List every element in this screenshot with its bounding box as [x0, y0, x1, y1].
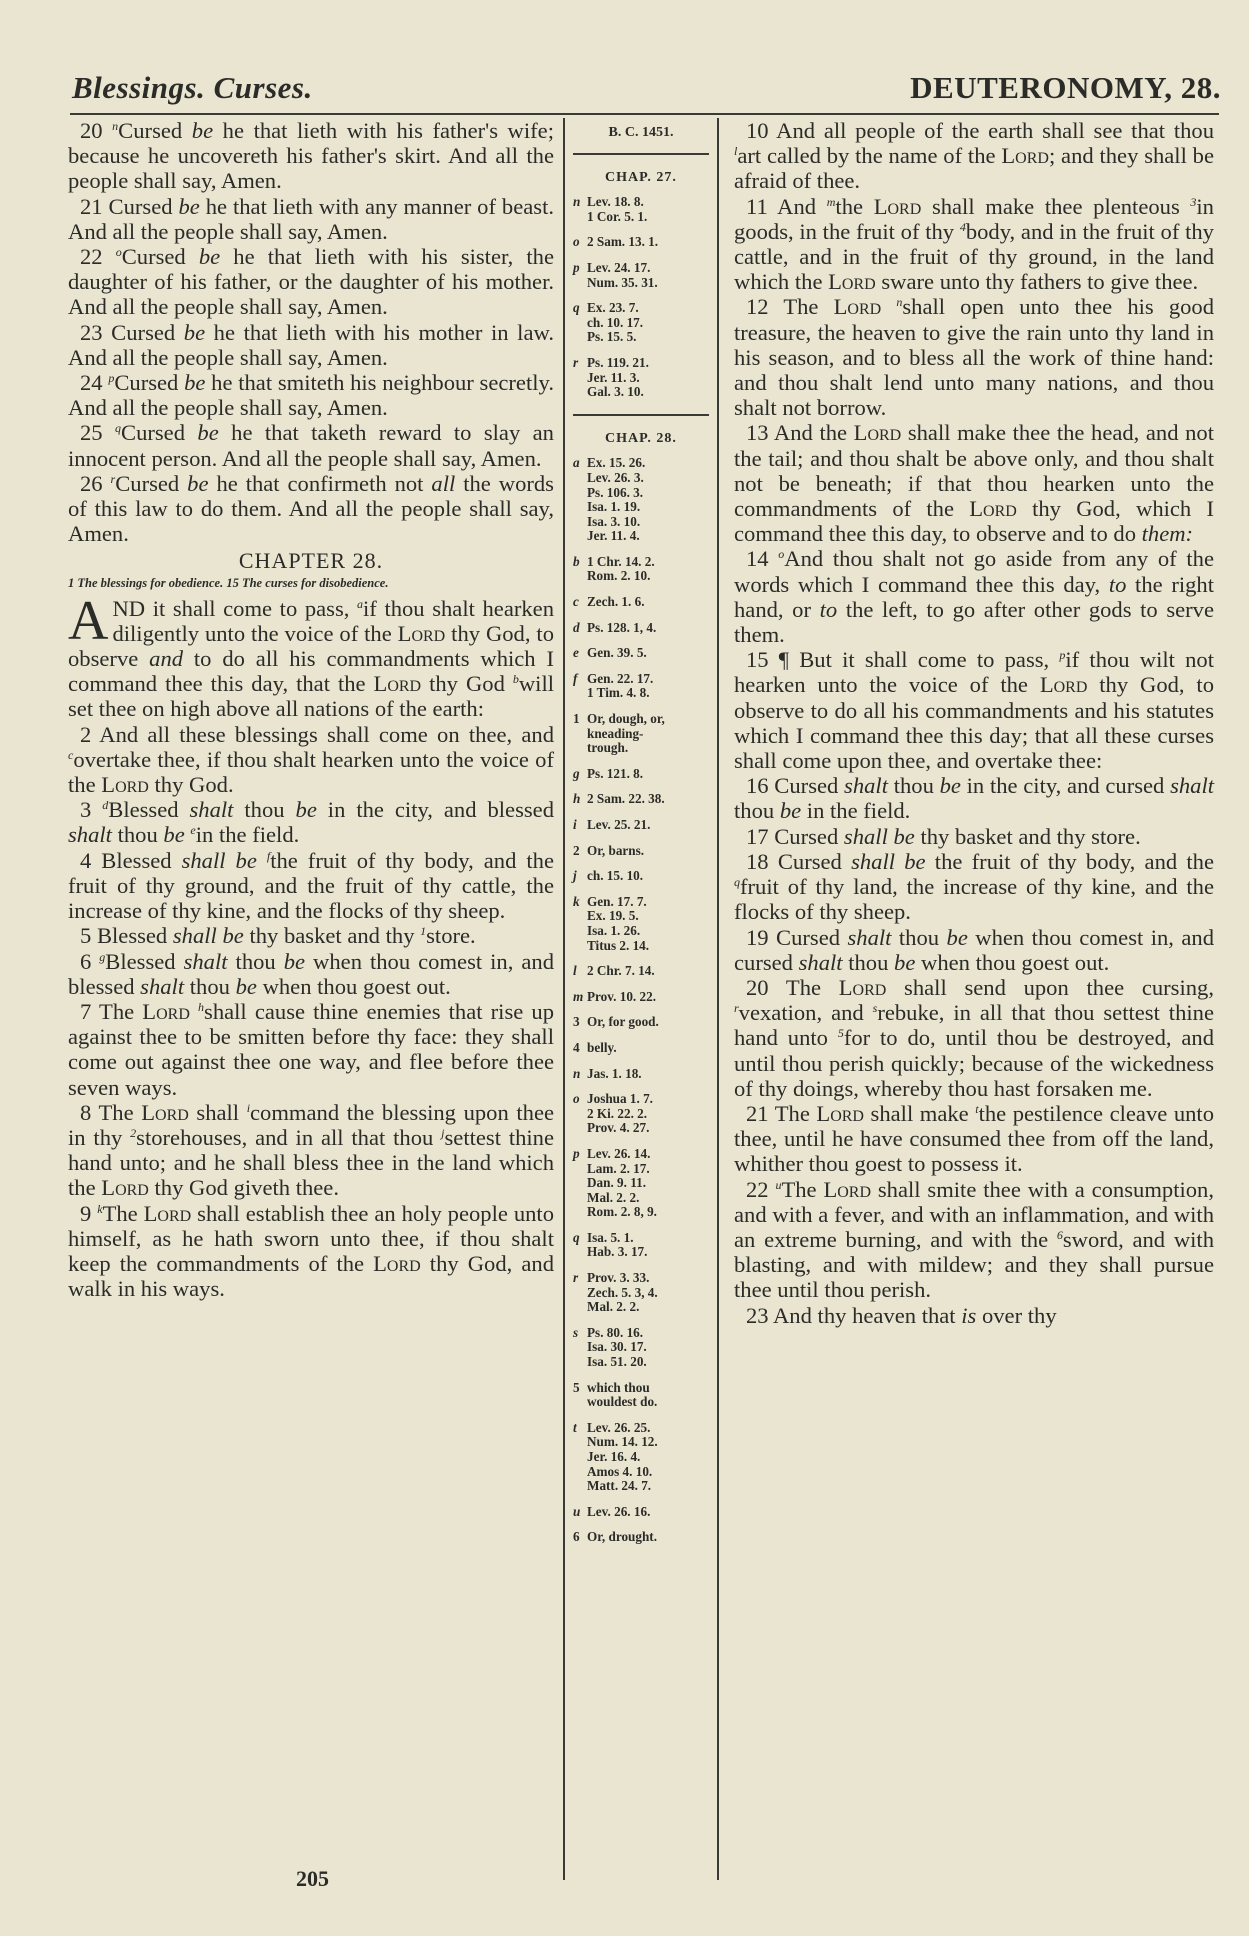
verse: 22 $^o$Cursed be he that lieth with his sister, the daughter of his father, or the daughter of his mother. And all the people shall say, Amen. — [68, 244, 554, 320]
reference-key: p — [573, 1145, 580, 1161]
cross-reference — [573, 767, 713, 782]
cross-reference — [573, 646, 713, 661]
chapter-summary: 1 The blessings for obedience. 15 The curses for disobedience. — [68, 575, 389, 590]
reference-key: q — [573, 1229, 580, 1245]
verse: 25 $^q$Cursed be he that taketh reward to slay an innocent person. And all the people shall say, Amen. — [68, 420, 554, 471]
page-number: 205 — [296, 1866, 329, 1891]
verse: 23 Cursed be he that lieth with his mother in law. And all the people shall say, Amen. — [68, 319, 554, 370]
cross-reference — [573, 1530, 713, 1545]
cross-reference — [573, 1092, 713, 1136]
chapter-27-verses — [68, 118, 554, 546]
cross-reference — [573, 869, 713, 884]
verse: 15 ¶ But it shall come to pass, $^p$if thou wilt not hearken unto the voice of the Lord thy God, to observe to do all his commandments and his statutes which I command thee this day; that all these curses shall come upon thee, and overtake thee: — [734, 647, 1215, 774]
margin-rule — [573, 414, 709, 416]
reference-key: 3 — [573, 1014, 580, 1030]
cross-reference — [573, 456, 713, 544]
running-head-topic: Blessings. Curses. — [72, 70, 313, 105]
reference-text: 2 Chr. 7. 14. — [587, 963, 655, 979]
cross-reference — [573, 301, 713, 345]
chapter-28-references — [565, 456, 717, 1545]
cross-reference — [573, 1381, 713, 1410]
reference-key: e — [573, 645, 579, 661]
reference-text: belly. — [587, 1039, 617, 1055]
reference-key: n — [573, 194, 581, 210]
cross-reference — [573, 555, 713, 584]
cross-reference — [573, 621, 713, 636]
verse: 18 Cursed shall be the fruit of thy body, and the $^q$fruit of thy land, the increase of thy kine, and the flocks of thy sheep. — [734, 848, 1214, 925]
reference-text: Ps. 121. 8. — [587, 765, 644, 781]
reference-text: 2 Sam. 13. 1. — [587, 234, 659, 250]
verse: 10 And all people of the earth shall see that thou $^l$art called by the name of the Lord; and they shall be afraid of thee. — [734, 118, 1215, 194]
reference-key: b — [573, 553, 580, 569]
margin-chapter-28-heading: CHAP. 28. — [605, 430, 677, 446]
reference-text: Lev. 26. 25. Num. 14. 12. Jer. 16. 4. Amos 4. 10. Matt. 24. 7. — [587, 1419, 658, 1494]
reference-key: g — [573, 765, 580, 781]
reference-key: l — [573, 963, 577, 979]
verse: 8 The Lord shall $^i$command the blessing upon thee in thy $^2$storehouses, and in all that thou $^j$settest thine hand unto; and he shall bless thee in the land which the Lord thy God giveth thee. — [68, 1099, 554, 1201]
verse: 16 Cursed shalt thou be in the city, and cursed shalt thou be in the field. — [734, 773, 1215, 824]
reference-text: Ex. 15. 26. Lev. 26. 3. Ps. 106. 3. Isa. 1. 19. Isa. 3. 10. Jer. 11. 4. — [587, 455, 646, 544]
cross-reference — [573, 261, 713, 290]
reference-key: c — [573, 594, 579, 610]
reference-text: Ex. 23. 7. ch. 10. 17. Ps. 15. 5. — [587, 300, 644, 345]
reference-key: f — [573, 670, 578, 686]
reference-key: o — [573, 234, 580, 250]
reference-text: Lev. 26. 16. — [587, 1503, 651, 1519]
reference-key: i — [573, 817, 577, 832]
reference-text: Or, drought. — [587, 1529, 657, 1545]
reference-key: t — [573, 1419, 577, 1435]
reference-text: 2 Sam. 22. 38. — [587, 791, 665, 807]
reference-key: u — [573, 1503, 581, 1519]
reference-text: Jas. 1. 18. — [587, 1065, 642, 1081]
cross-reference — [573, 712, 713, 756]
reference-key: d — [573, 619, 580, 635]
reference-key: q — [573, 300, 580, 316]
left-text-column — [68, 118, 554, 1301]
verse: 22 $^u$The Lord shall smite thee with a consumption, and with a fever, and with an inflammation, and with an extreme burning, and with the $^6$sword, and with blasting, and with mildew; and they shall pursue thee until thou perish. — [734, 1176, 1214, 1303]
verse: 6 $^g$Blessed shalt thou be when thou comest in, and blessed shalt thou be when thou goest out. — [68, 948, 554, 999]
reference-key: k — [573, 893, 580, 909]
verse: 20 The Lord shall send upon thee cursing, $^r$vexation, and $^s$rebuke, in all that thou settest thine hand unto $^5$for to do, until thou be destroyed, and until thou perish quickly; because of the wickedness of thy doings, whereby thou hast forsaken me. — [734, 974, 1214, 1101]
reference-key: 5 — [573, 1379, 580, 1395]
reference-text: which thou wouldest do. — [587, 1379, 658, 1410]
reference-text: Prov. 10. 22. — [587, 988, 656, 1004]
verse: 17 Cursed shall be thy basket and thy store. — [746, 823, 1141, 849]
cross-reference — [573, 964, 713, 979]
verse: 3 $^d$Blessed shalt thou be in the city, and blessed shalt thou be $^e$in the field. — [68, 797, 554, 848]
reference-key: h — [573, 791, 581, 807]
reference-text: Ps. 128. 1, 4. — [587, 619, 657, 635]
date-note: B. C. 1451. — [608, 125, 674, 140]
reference-text: Gen. 22. 17. 1 Tim. 4. 8. — [587, 670, 654, 701]
reference-text: Joshua 1. 7. 2 Ki. 22. 2. Prov. 4. 27. — [587, 1091, 653, 1136]
verse: 12 The Lord $^n$shall open unto thee his good treasure, the heaven to give the rain unto thy land in his season, and to bless all the work of thine hand: and thou shalt lend unto many nations, and thou shalt not borrow. — [734, 294, 1215, 421]
running-head-book: DEUTERONOMY, 28. — [910, 70, 1221, 105]
verse: 23 And thy heaven that is over thy — [746, 1302, 1057, 1328]
reference-text: Or, dough, or, kneading- trough. — [587, 711, 665, 756]
verse: 20 $^n$Cursed be he that lieth with his father's wife; because he uncovereth his father's skirt. And all the people shall say, Amen. — [68, 118, 554, 194]
verse: 5 Blessed shall be thy basket and thy $^1$store. — [80, 923, 476, 949]
reference-text: Gen. 39. 5. — [587, 645, 647, 661]
reference-key: r — [573, 354, 579, 370]
cross-reference — [573, 844, 713, 859]
cross-reference — [573, 235, 713, 250]
cross-reference-column — [563, 118, 719, 1880]
reference-key: 2 — [573, 842, 580, 858]
reference-text: Or, for good. — [587, 1014, 659, 1030]
reference-key: j — [573, 868, 577, 884]
right-text-column — [734, 118, 1214, 1328]
cross-reference — [573, 1271, 713, 1315]
reference-key: 6 — [573, 1529, 580, 1545]
reference-text: Isa. 5. 1. Hab. 3. 17. — [587, 1229, 648, 1260]
verse: 13 And the Lord shall make thee the head, and not the tail; and thou shalt be above only, and thou shalt not be beneath; if that thou hearken unto the commandments of the Lord thy God, which I command thee this day, to observe and to do them: — [734, 420, 1214, 547]
reference-key: m — [573, 988, 584, 1004]
verse: 24 $^p$Cursed be he that smiteth his neighbour secretly. And all the people shall say, Amen. — [68, 370, 554, 421]
chapter-27-references — [565, 195, 717, 400]
cross-reference — [573, 1015, 713, 1030]
reference-text: Lev. 18. 8. 1 Cor. 5. 1. — [587, 194, 648, 224]
verse: 4 Blessed shall be $^f$the fruit of thy body, and the fruit of thy ground, and the fruit of thy cattle, the increase of thy kine, and the flocks of thy sheep. — [68, 847, 554, 924]
verse: 19 Cursed shalt thou be when thou comest in, and cursed shalt thou be when thou goest out. — [734, 924, 1215, 975]
drop-cap: A — [68, 589, 109, 652]
reference-key: s — [573, 1324, 579, 1340]
margin-rule — [573, 153, 709, 155]
reference-text: Prov. 3. 33. Zech. 5. 3, 4. Mal. 2. 2. — [587, 1270, 658, 1315]
cross-reference — [573, 792, 713, 807]
chapter-heading: CHAPTER 28. — [238, 548, 384, 574]
verse: 11 And $^m$the Lord shall make thee plenteous $^3$in goods, in the fruit of thy $^4$body, and in the fruit of thy cattle, and in the fruit of thy ground, in the land which the Lord sware unto thy fathers to give thee. — [734, 193, 1214, 295]
verse: 7 The Lord $^h$shall cause thine enemies that rise up against thee to be smitten before thy face: they shall come out against thee one way, and flee before thee seven ways. — [68, 998, 554, 1100]
cross-reference — [573, 818, 713, 833]
reference-text: Lev. 24. 17. Num. 35. 31. — [587, 259, 658, 290]
verse: 26 $^r$Cursed be he that confirmeth not all the words of this law to do them. And all the people shall say, Amen. — [68, 470, 554, 547]
reference-text: Or, barns. — [587, 842, 645, 858]
cross-reference — [573, 672, 713, 701]
cross-reference — [573, 195, 713, 224]
cross-reference — [573, 1041, 713, 1056]
cross-reference — [573, 895, 713, 953]
cross-reference — [573, 356, 713, 400]
header-rule — [70, 113, 1219, 115]
reference-key: n — [573, 1065, 581, 1081]
reference-key: p — [573, 259, 580, 275]
reference-key: r — [573, 1270, 579, 1286]
cross-reference — [573, 1147, 713, 1220]
reference-key: a — [573, 455, 580, 471]
verse: 14 $^o$And thou shalt not go aside from any of the words which I command thee this day, to the right hand, or to the left, to go after other gods to serve them. — [734, 546, 1215, 648]
reference-text: Ps. 80. 16. Isa. 30. 17. Isa. 51. 20. — [587, 1324, 647, 1370]
cross-reference — [573, 1326, 713, 1370]
reference-text: Ps. 119. 21. Jer. 11. 3. Gal. 3. 10. — [587, 354, 649, 400]
verse: 9 $^k$The Lord shall establish thee an holy people unto himself, as he hath sworn unto thee, if thou shalt keep the commandments of the Lord thy God, and walk in his ways. — [68, 1200, 554, 1302]
reference-text: ch. 15. 10. — [587, 868, 644, 884]
cross-reference — [573, 1067, 713, 1082]
reference-text: 1 Chr. 14. 2. Rom. 2. 10. — [587, 553, 655, 584]
verse: 21 Cursed be he that lieth with any manner of beast. And all the people shall say, Amen. — [68, 193, 555, 244]
reference-key: o — [573, 1091, 580, 1107]
reference-text: Lev. 25. 21. — [587, 817, 651, 832]
margin-chapter-27-heading: CHAP. 27. — [605, 169, 677, 185]
reference-text: Zech. 1. 6. — [587, 594, 645, 610]
chapter-28-verses — [68, 589, 554, 1302]
reference-key: 1 — [573, 711, 580, 727]
cross-reference — [573, 990, 713, 1005]
chapter-28-verses-continued — [734, 118, 1214, 1328]
verse: 21 The Lord shall make $^t$the pestilence cleave unto thee, until he have consumed thee from off the land, whither thou goest to possess it. — [734, 1100, 1215, 1177]
cross-reference — [573, 1231, 713, 1260]
verse: 2 And all these blessings shall come on thee, and $^c$overtake thee, if thou shalt hearken unto the voice of the Lord thy God. — [68, 721, 554, 798]
reference-key: 4 — [573, 1039, 580, 1055]
cross-reference — [573, 595, 713, 610]
cross-reference — [573, 1421, 713, 1494]
cross-reference — [573, 1505, 713, 1520]
reference-text: Gen. 17. 7. Ex. 19. 5. Isa. 1. 26. Titus 2. 14. — [587, 893, 650, 953]
reference-text: Lev. 26. 14. Lam. 2. 17. Dan. 9. 11. Mal. 2. 2. Rom. 2. 8, 9. — [587, 1145, 657, 1220]
verse: AND it shall come to pass, $^a$if thou shalt hearken diligently unto the voice of the Lord thy God, to observe and to do all his commandments which I command thee this day, that the Lord thy God $^b$will set thee on high above all nations of the earth: — [68, 589, 554, 722]
